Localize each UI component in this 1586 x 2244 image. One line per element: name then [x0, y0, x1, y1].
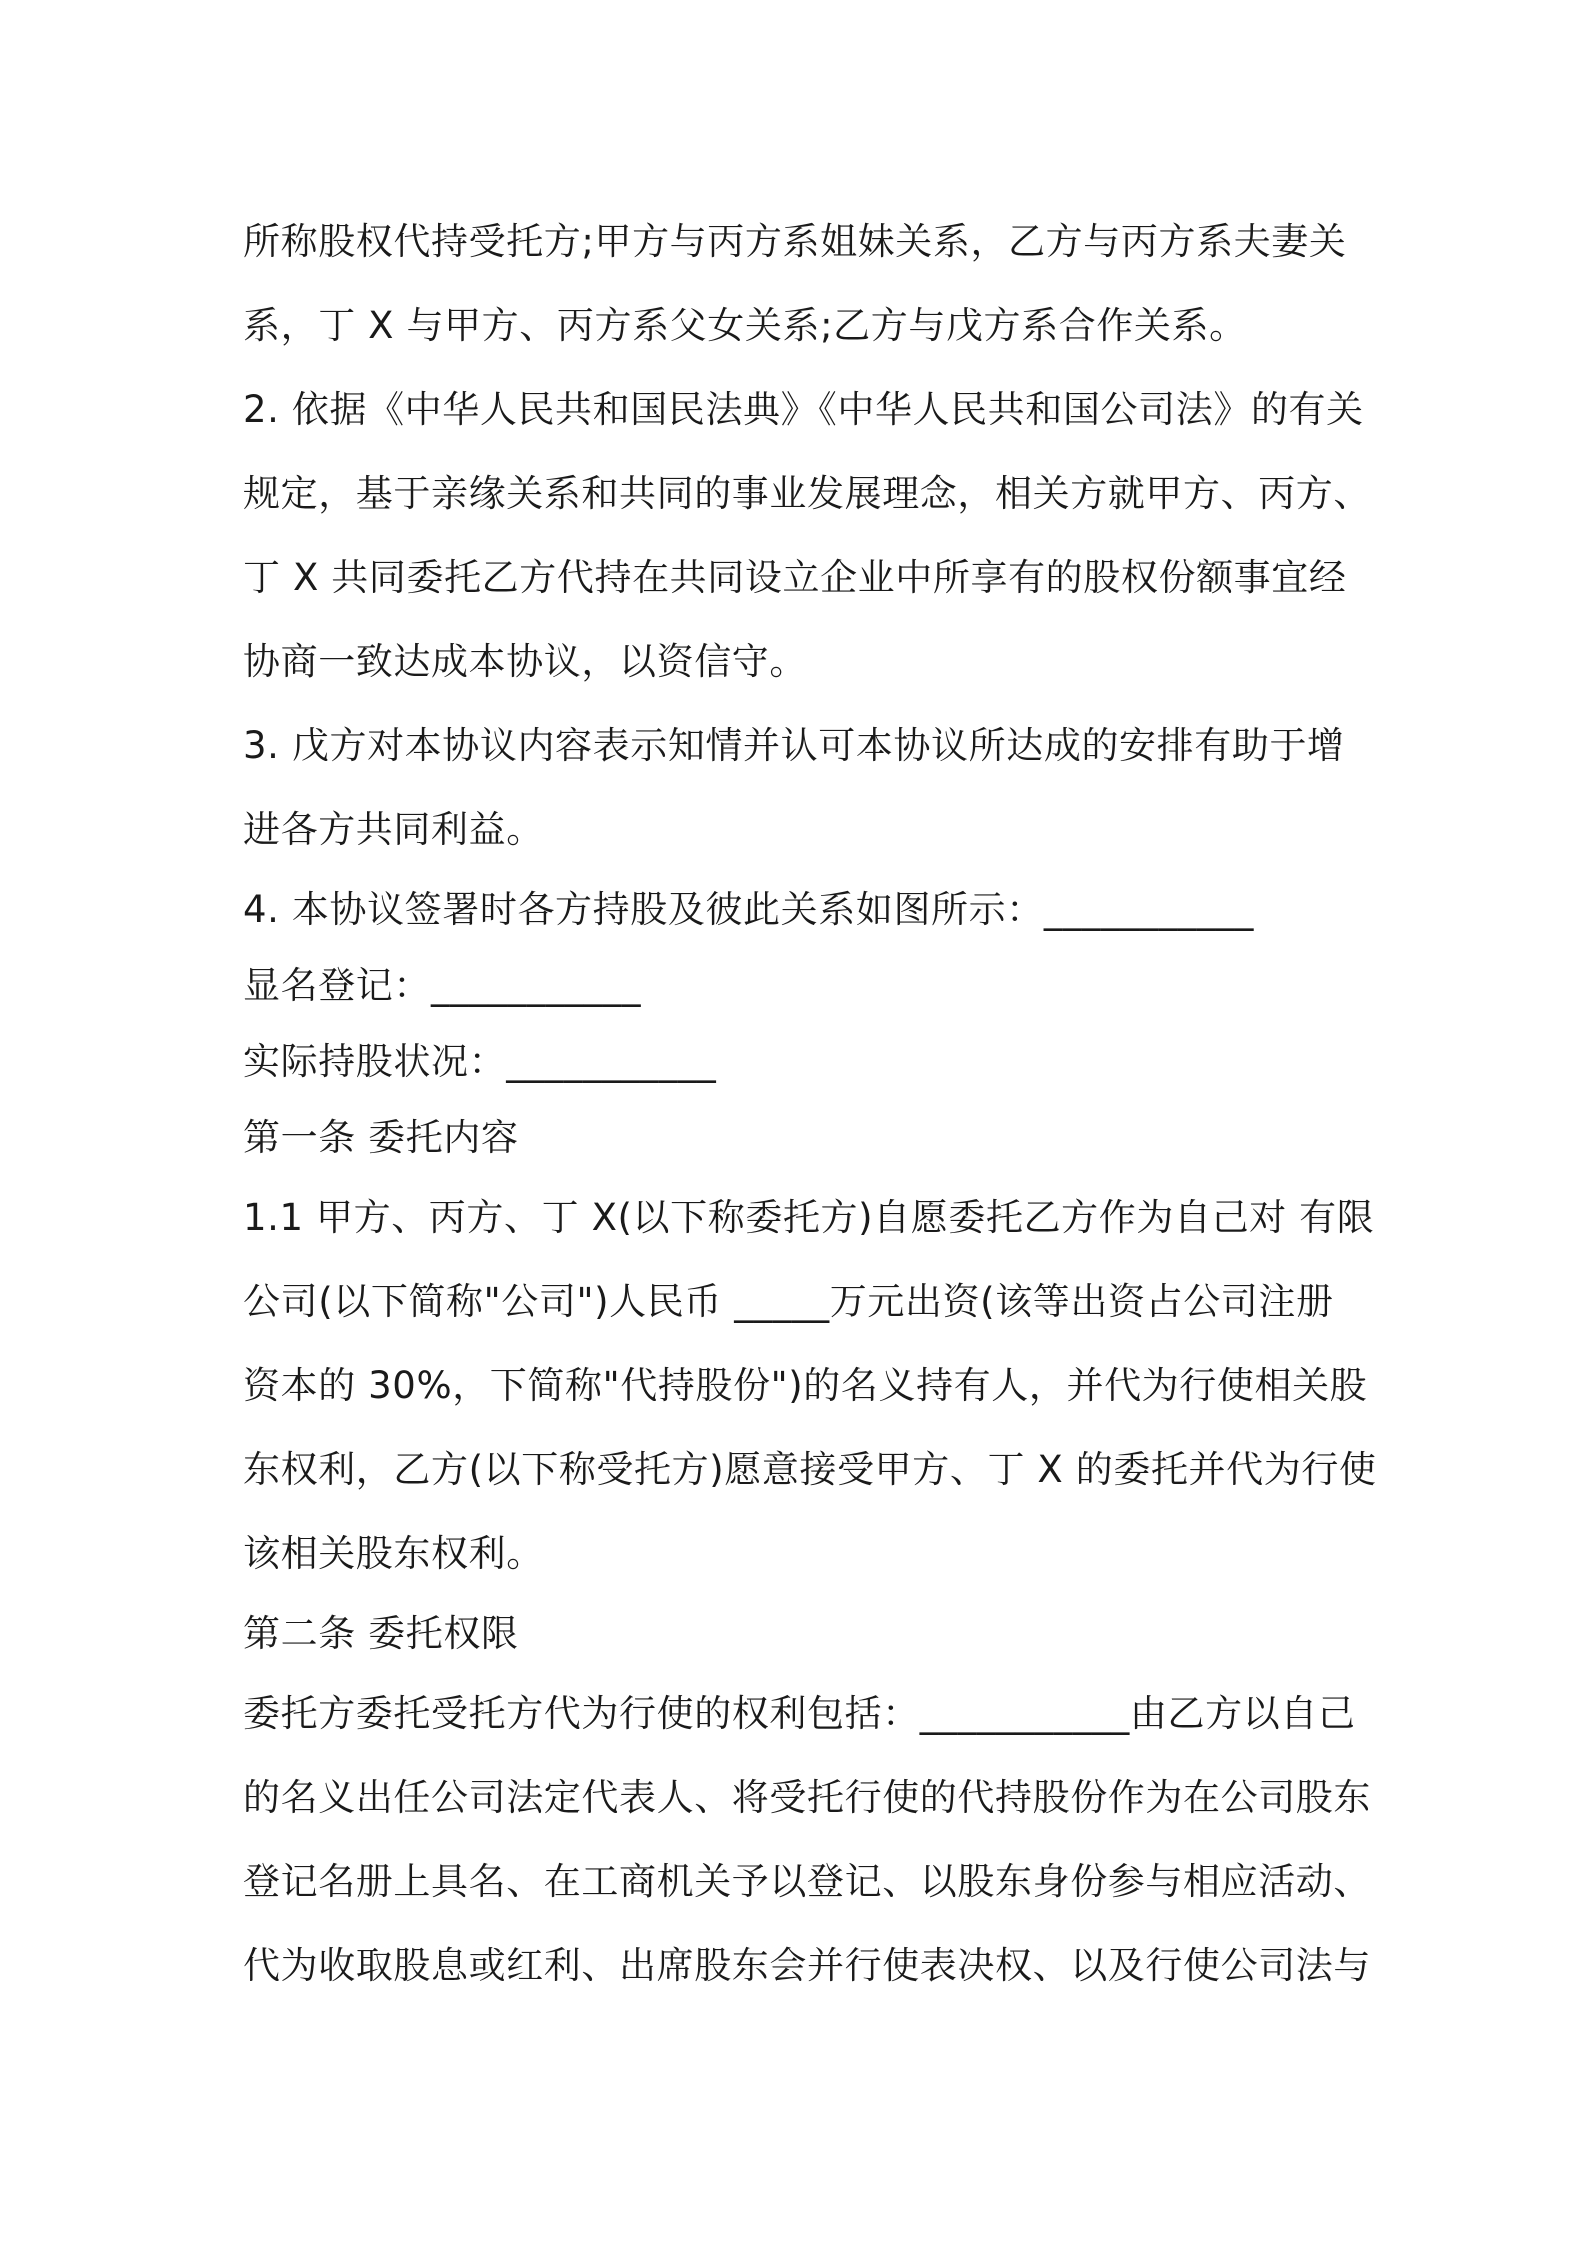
paragraph-line: 丁 X 共同委托乙方代持在共同设立企业中所享有的股权份额事宜经	[243, 556, 1347, 599]
paragraph-line: 该相关股东权利。	[243, 1532, 544, 1575]
authority-line: 委托方委托受托方代为行使的权利包括：___________由乙方以自己	[243, 1692, 1356, 1735]
named-registration-line: 显名登记：___________	[243, 964, 642, 1007]
paragraph-line: 东权利，乙方(以下称受托方)愿意接受甲方、丁 X 的委托并代为行使	[243, 1448, 1377, 1491]
paragraph-line: 资本的 30%，下简称"代持股份")的名义持有人，并代为行使相关股	[243, 1364, 1368, 1407]
clause-3-line: 3. 戊方对本协议内容表示知情并认可本协议所达成的安排有助于增	[243, 724, 1345, 767]
document-body	[243, 200, 1377, 2008]
paragraph-line: 协商一致达成本协议，以资信守。	[243, 640, 807, 683]
paragraph-line: 系，丁 X 与甲方、丙方系父女关系;乙方与戊方系合作关系。	[243, 304, 1247, 347]
paragraph-line: 代为收取股息或红利、出席股东会并行使表决权、以及行使公司法与	[243, 1944, 1371, 1987]
paragraph-line: 进各方共同利益。	[243, 808, 544, 851]
clause-4-line: 4. 本协议签署时各方持股及彼此关系如图所示：___________	[243, 888, 1254, 931]
paragraph-line: 所称股权代持受托方;甲方与丙方系姐妹关系，乙方与丙方系夫妻关	[243, 220, 1347, 263]
paragraph-line: 登记名册上具名、在工商机关予以登记、以股东身份参与相应活动、	[243, 1860, 1371, 1903]
paragraph-line: 规定，基于亲缘关系和共同的事业发展理念，相关方就甲方、丙方、	[243, 472, 1371, 515]
article-1-heading: 第一条 委托内容	[243, 1116, 519, 1159]
clause-1-1-line: 1.1 甲方、丙方、丁 X(以下称委托方)自愿委托乙方作为自己对 有限	[243, 1196, 1375, 1239]
actual-holding-line: 实际持股状况：___________	[243, 1040, 717, 1083]
paragraph-line: 公司(以下简称"公司")人民币 _____万元出资(该等出资占公司注册	[243, 1280, 1334, 1323]
clause-2-line: 2. 依据《中华人民共和国民法典》《中华人民共和国公司法》的有关	[243, 388, 1364, 431]
paragraph-line: 的名义出任公司法定代表人、将受托行使的代持股份作为在公司股东	[243, 1776, 1371, 1819]
article-2-heading: 第二条 委托权限	[243, 1612, 519, 1655]
